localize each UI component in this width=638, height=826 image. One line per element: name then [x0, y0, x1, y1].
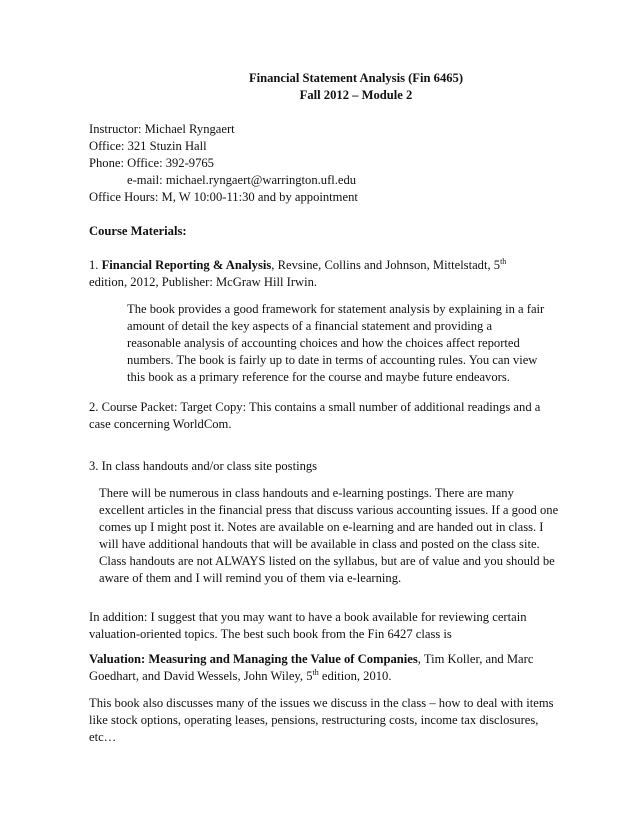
office-location: Office: 321 Stuzin Hall — [89, 139, 207, 153]
valuation-authors-1: , Tim Koller, and Marc Goedhart, and David Wessels, John Wiley, 5 — [89, 652, 534, 683]
valuation-book-title: Valuation: Measuring and Managing the Value of Companies — [89, 652, 418, 666]
addition-text: In addition: I suggest that you may want to have a book available for reviewing certain valuation-oriented topics. The best such book from the Fin 6427 class is — [89, 610, 527, 641]
material-item-1 — [89, 257, 559, 386]
course-title-line2: Fall 2012 – Module 2 — [299, 88, 413, 102]
item1-edition: edition, 2012, Publisher: McGraw Hill Irwin. — [89, 275, 318, 289]
instructor-info — [89, 121, 559, 206]
material-item-2: 2. Course Packet: Target Copy: This contains a small number of additional readings and a case concerning WorldCom. — [89, 400, 541, 431]
course-title — [153, 70, 559, 104]
materials-heading: Course Materials: — [89, 224, 187, 238]
material-item-3 — [89, 458, 559, 587]
email-address: e-mail: michael.ryngaert@warrington.ufl.edu — [127, 173, 357, 187]
item3-description: There will be numerous in class handouts and e-learning postings. There are many excellent articles in the financial press that discuss various accounting issues. If a good one comes up I might post it. Notes are available on e-learning and are handed out in class. I will have additional handouts that will be available in class and posted on the class site. Class handouts are not ALWAYS listed on the syllabus, but are of value and you should be aware of them and I will remind you of them via e-learning. — [99, 486, 559, 585]
syllabus-page — [89, 70, 559, 746]
valuation-authors-2: edition, 2010. — [318, 669, 392, 683]
item1-book-title: Financial Reporting & Analysis — [101, 258, 272, 272]
instructor-name: Instructor: Michael Ryngaert — [89, 122, 235, 136]
valuation-book — [89, 651, 559, 685]
phone-number: Phone: Office: 392-9765 — [89, 156, 214, 170]
closing-text: This book also discusses many of the issues we discuss in the class – how to deal with items like stock options, operating leases, pensions, restructuring costs, income tax disclosures, etc… — [89, 696, 554, 744]
course-title-line1: Financial Statement Analysis (Fin 6465) — [248, 71, 464, 85]
office-hours: Office Hours: M, W 10:00-11:30 and by appointment — [89, 190, 358, 204]
item3-heading: 3. In class handouts and/or class site postings — [89, 459, 318, 473]
item1-number: 1. — [89, 258, 102, 272]
item1-authors: , Revsine, Collins and Johnson, Mittelstadt, 5 — [271, 258, 501, 272]
item1-sup: th — [500, 256, 507, 266]
valuation-sup: th — [312, 667, 319, 677]
item1-description: The book provides a good framework for statement analysis by explaining in a fair amount of detail the key aspects of a financial statement and providing a reasonable analysis of accounting choices and how the choices affect reported numbers. The book is fairly up to date in terms of accounting rules. You can view this book as a primary reference for the course and maybe future endeavors. — [127, 302, 545, 384]
